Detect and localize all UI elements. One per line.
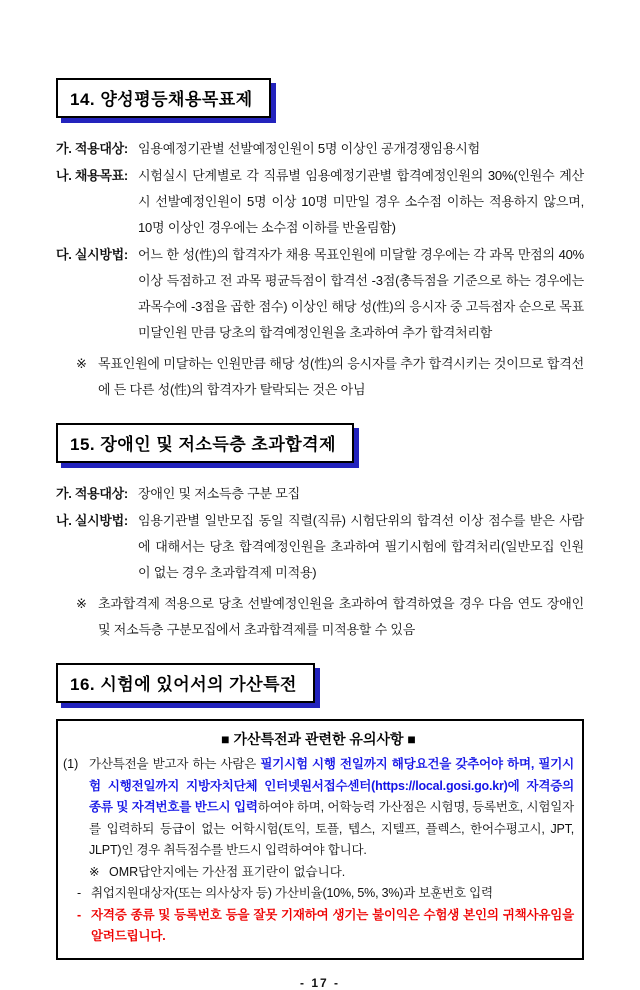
dash-mark: - [77,907,82,922]
omr-note-text: OMR답안지에는 가산점 표기란이 없습니다. [109,864,346,879]
notice-text-plain: 하여야 하며, 어학능력 가산점은 시험명, 등록번호, 시험일자를 입력하되 등급이 없는 어학시험(토익, 토플, 텝스, 지텔프, 플렉스, 한어수평고시, JPT, JLPT)인 경우 취득점수를 반드시 입력하여야 합니다. [89,800,574,857]
veteran-note [63,883,574,905]
item-goal [56,163,584,241]
notice-text-plain: 가산특전을 받고자 하는 사람은 [89,757,261,771]
warning-note-text: 자격증 종류 및 등록번호 등을 잘못 기재하여 생기는 불이익은 수험생 본인의 귀책사유임을 알려드립니다. [91,907,574,943]
section-15-body [56,481,584,643]
item-label: 나. 실시방법: [56,513,128,528]
reference-mark: ※ [89,864,100,879]
reference-mark: ※ [76,596,87,611]
item-label: 나. 채용목표: [56,168,128,183]
section-16 [56,663,584,960]
item-text: 시험실시 단계별로 각 직류별 임용예정기관별 합격예정인원의 30%(인원수 계산 시 선발예정인원이 5명 이상 10명 미만일 경우 소수점 이하는 적용하지 않으며, 10명 이상인 경우에는 소수점 이하를 반올림함) [138,168,584,235]
notice-item-1 [63,754,574,862]
item-method [56,242,584,346]
item-label: 가. 적용대상: [56,141,128,156]
reference-mark: ※ [76,356,87,371]
notice-item-text [89,754,574,862]
page-number: - 17 - [299,975,340,990]
note-text: 초과합격제 적용으로 당초 선발예정인원을 초과하여 합격하였을 경우 다음 연도 장애인 및 저소득층 구분모집에서 초과합격제를 미적용할 수 있음 [98,596,584,637]
section-15-note [56,591,584,643]
item-method [56,508,584,586]
item-text: 임용예정기관별 선발예정인원이 5명 이상인 공개경쟁임용시험 [138,141,480,156]
item-target [56,136,584,162]
notice-title: ■ 가산특전과 관련한 유의사항 ■ [221,731,416,747]
section-15-title: 15. 장애인 및 저소득층 초과합격제 [70,435,337,454]
dash-mark: - [77,886,82,900]
notice-item-number: (1) [63,757,79,771]
veteran-note-text: 취업지원대상자(또는 의사상자 등) 가산비율(10%, 5%, 3%)과 보훈번호 입력 [91,886,493,900]
item-label: 가. 적용대상: [56,486,128,501]
notice-box [56,719,584,960]
note-text: 목표인원에 미달하는 인원만큼 해당 성(性)의 응시자를 추가 합격시키는 것이므로 합격선에 든 다른 성(性)의 합격자가 탈락되는 것은 아님 [98,356,584,397]
item-label: 다. 실시방법: [56,247,128,262]
notice-text-emphasis-blue: 필기시험 시행 전일까지 해당요건을 갖추어야 하며, 필기시험 시행전일까지 지방자치단체 인터넷원서접수센터(https://local.gosi.go.kr)에 자격증의 종류 및 자격번호를 반드시 입력 [89,757,574,814]
section-16-header [56,663,315,703]
warning-note [63,905,574,948]
section-15 [56,423,584,643]
section-14 [56,78,584,403]
item-text: 장애인 및 저소득층 구분 모집 [138,486,300,501]
section-14-header [56,78,271,118]
omr-note [63,862,574,884]
section-14-title: 14. 양성평등채용목표제 [70,90,253,109]
item-text: 어느 한 성(性)의 합격자가 채용 목표인원에 미달할 경우에는 각 과목 만점의 40% 이상 득점하고 전 과목 평균득점이 합격선 -3점(총득점을 기준으로 하는 경우에는 과목수에 -3점을 곱한 점수) 이상인 해당 성(性)의 응시자 중 고득점자 순으로 목표미달인원 만큼 당초의 합격예정인원을 초과하여 추가 합격처리함 [138,247,584,340]
section-14-note [56,351,584,403]
item-text: 임용기관별 일반모집 동일 직렬(직류) 시험단위의 합격선 이상 점수를 받은 사람에 대해서는 당초 합격예정인원을 초과하여 필기시험에 합격처리(일반모집 인원이 없는 경우 초과합격제 미적용) [138,513,584,580]
section-14-body [56,136,584,403]
item-target [56,481,584,507]
section-16-title: 16. 시험에 있어서의 가산특전 [70,675,297,694]
section-15-header [56,423,354,463]
